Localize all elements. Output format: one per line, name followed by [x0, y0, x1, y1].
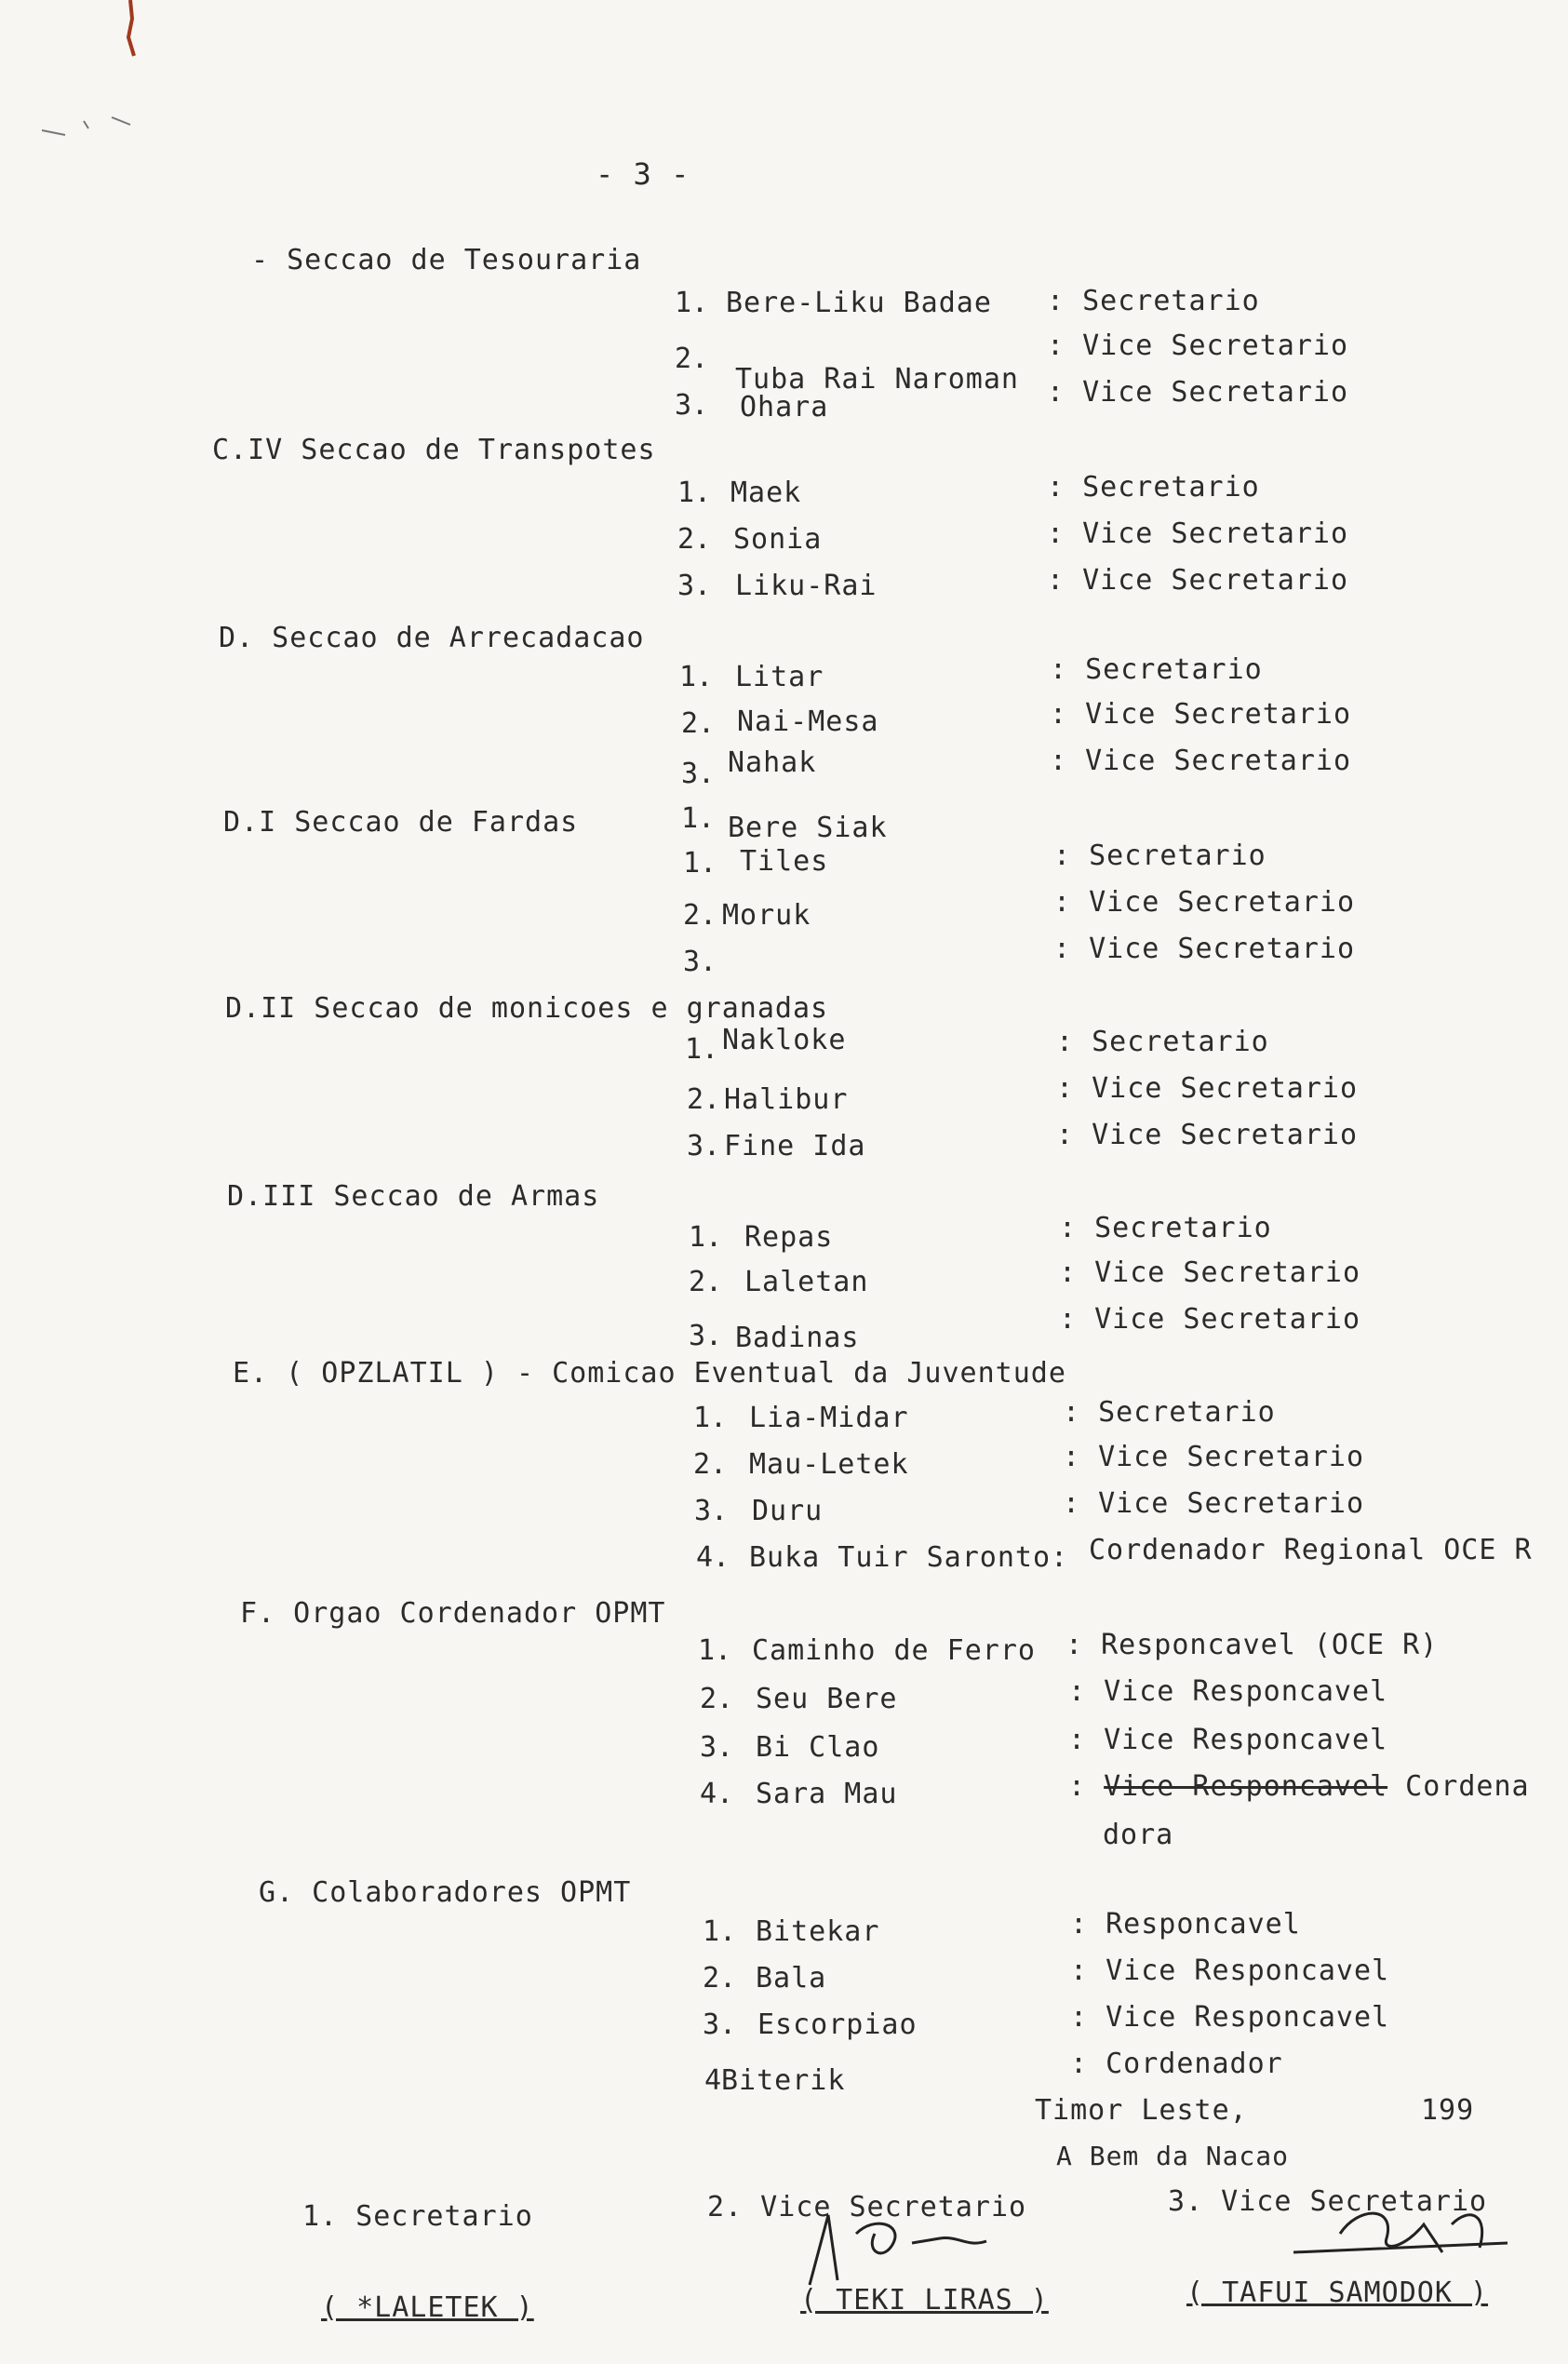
member-role: : Vice Secretario: [1059, 1303, 1361, 1336]
member-name: Mau-Letek: [749, 1448, 909, 1481]
member-name: Moruk: [722, 899, 811, 932]
struck-role: Vice Responcavel: [1104, 1770, 1388, 1803]
member-number: 3.: [700, 1731, 734, 1764]
member-name: Bala: [756, 1962, 827, 1995]
member-number: 1.: [689, 1221, 723, 1254]
ink-dots: [37, 112, 149, 149]
member-name: Maek: [730, 477, 802, 509]
member-role: : Vice Secretario: [1053, 886, 1356, 919]
member-name: Repas: [744, 1221, 834, 1254]
member-number: 1.: [698, 1634, 732, 1667]
member-number: 2.: [675, 343, 709, 375]
member-number: 1.: [685, 1033, 719, 1066]
member-number: 3.: [675, 389, 709, 422]
member-role: : Vice Responcavel: [1068, 1724, 1388, 1756]
member-role: : Secretario: [1063, 1396, 1276, 1429]
member-role: : Vice Secretario: [1047, 564, 1349, 597]
member-role: : Vice Secretario: [1059, 1256, 1361, 1289]
section-heading: D.II Seccao de monicoes e granadas: [225, 992, 829, 1025]
member-role: : Secretario: [1053, 839, 1266, 872]
member-name: Bitekar: [756, 1915, 880, 1948]
member-name: Duru: [752, 1495, 824, 1527]
member-role: : Vice Secretario: [1050, 698, 1352, 731]
member-name: Caminho de Ferro: [752, 1634, 1036, 1667]
member-role: : Secretario: [1059, 1212, 1272, 1244]
member-role: : Vice Secretario: [1063, 1441, 1365, 1473]
ink-mark: [121, 0, 149, 65]
member-name: Tuba Rai Naroman: [735, 363, 1019, 396]
member-number: 1.: [681, 802, 716, 835]
signatory-title-1: 1. Secretario: [302, 2200, 533, 2233]
member-name: Biterik: [721, 2064, 846, 2097]
member-number: 2.: [700, 1683, 734, 1715]
member-role-continued: dora: [1103, 1819, 1174, 1851]
member-role: : Secretario: [1050, 653, 1263, 686]
member-role: : Secretario: [1047, 471, 1260, 504]
member-number: 1.: [693, 1402, 728, 1434]
member-number: 1.: [703, 1915, 737, 1948]
motto: A Bem da Nacao: [1056, 2141, 1290, 2171]
member-number: 2.: [683, 899, 717, 932]
signatory-title-3: 3. Vice Secretario: [1168, 2185, 1488, 2218]
member-name: Escorpiao: [757, 2008, 918, 2041]
member-role: : Vice Secretario: [1047, 517, 1349, 550]
member-name: Lia-Midar: [749, 1402, 909, 1434]
section-heading: F. Orgao Cordenador OPMT: [240, 1597, 666, 1630]
member-role: : Vice Responcavel: [1070, 2001, 1390, 2034]
handwritten-signature-3: [1284, 2196, 1526, 2280]
member-number: 3.: [694, 1495, 729, 1527]
signatory-name-1: ( *LALETEK ): [321, 2291, 534, 2324]
member-name: Fine Ida: [724, 1130, 866, 1162]
member-role: : Responcavel: [1070, 1908, 1301, 1941]
member-number: 2.: [689, 1266, 723, 1298]
page-number: - 3 -: [596, 156, 690, 192]
signatory-title-2: 2. Vice Secretario: [707, 2191, 1027, 2223]
member-number: 4.: [696, 1541, 730, 1574]
member-number: 3.: [677, 570, 712, 602]
member-name: Tiles: [740, 845, 829, 878]
section-heading: E. ( OPZLATIL ) - Comicao Eventual da Juventude: [233, 1357, 1066, 1390]
section-heading: D.III Seccao de Armas: [227, 1180, 600, 1213]
member-number: 2.: [681, 707, 716, 740]
section-heading: G. Colaboradores OPMT: [259, 1876, 632, 1909]
member-name: Nai-Mesa: [737, 705, 879, 738]
section-heading: C.IV Seccao de Transpotes: [212, 434, 656, 466]
member-name: Laletan: [744, 1266, 869, 1298]
member-number: 2.: [687, 1083, 721, 1116]
member-role: : Vice Secretario: [1056, 1119, 1359, 1151]
member-role: : Responcavel (OCE R): [1065, 1629, 1439, 1661]
member-role: : Secretario: [1056, 1026, 1269, 1058]
member-number: 3.: [681, 758, 716, 790]
member-number: 1.: [675, 287, 709, 319]
member-number: 2.: [703, 1962, 737, 1995]
member-role: : Vice Responcavel Cordena: [1068, 1770, 1530, 1803]
member-name: Buka Tuir Saronto:: [749, 1541, 1069, 1574]
member-name: Badinas: [735, 1322, 860, 1354]
member-role: : Vice Responcavel: [1070, 1954, 1390, 1987]
member-name: Bere Siak: [728, 812, 888, 844]
member-role: : Vice Secretario: [1047, 329, 1349, 362]
member-number: 3.: [687, 1130, 721, 1162]
signatory-name-2: ( TEKI LIRAS ): [800, 2284, 1049, 2317]
member-number: 1.: [683, 847, 717, 880]
member-name: Seu Bere: [756, 1683, 898, 1715]
member-number: 2.: [677, 523, 712, 556]
member-role: : Vice Secretario: [1063, 1487, 1365, 1520]
member-number: 4: [704, 2064, 722, 2097]
member-name: Nakloke: [722, 1024, 847, 1056]
section-heading: - Seccao de Tesouraria: [251, 244, 642, 276]
section-heading: D. Seccao de Arrecadacao: [219, 622, 645, 654]
member-number: 3.: [703, 2008, 737, 2041]
member-name: Bere-Liku Badae: [726, 287, 992, 319]
section-heading: D.I Seccao de Fardas: [223, 806, 579, 839]
member-name: Nahak: [728, 746, 817, 779]
member-role: : Vice Secretario: [1050, 745, 1352, 777]
member-role: : Cordenador: [1070, 2048, 1283, 2080]
member-role: : Vice Secretario: [1056, 1072, 1359, 1105]
member-name: Sara Mau: [756, 1778, 898, 1810]
member-role: : Vice Secretario: [1053, 933, 1356, 965]
member-role: : Vice Responcavel: [1068, 1675, 1388, 1708]
member-name: Halibur: [724, 1083, 849, 1116]
member-name: Litar: [735, 661, 824, 693]
member-name: Ohara: [740, 391, 829, 423]
member-role: : Secretario: [1047, 285, 1260, 317]
member-role: Cordenador Regional OCE R: [1089, 1534, 1533, 1566]
member-number: 3.: [689, 1320, 723, 1352]
member-number: 4.: [700, 1778, 734, 1810]
place: Timor Leste,: [1035, 2094, 1248, 2127]
member-number: 1.: [677, 477, 712, 509]
member-number: 3.: [683, 946, 717, 978]
member-name: Bi Clao: [756, 1731, 880, 1764]
signatory-name-3: ( TAFUI SAMODOK ): [1186, 2277, 1489, 2309]
year: 199: [1421, 2094, 1475, 2127]
member-role: : Vice Secretario: [1047, 376, 1349, 409]
member-number: 2.: [693, 1448, 728, 1481]
member-number: 1.: [679, 661, 714, 693]
member-name: Sonia: [733, 523, 823, 556]
member-name: Liku-Rai: [735, 570, 878, 602]
